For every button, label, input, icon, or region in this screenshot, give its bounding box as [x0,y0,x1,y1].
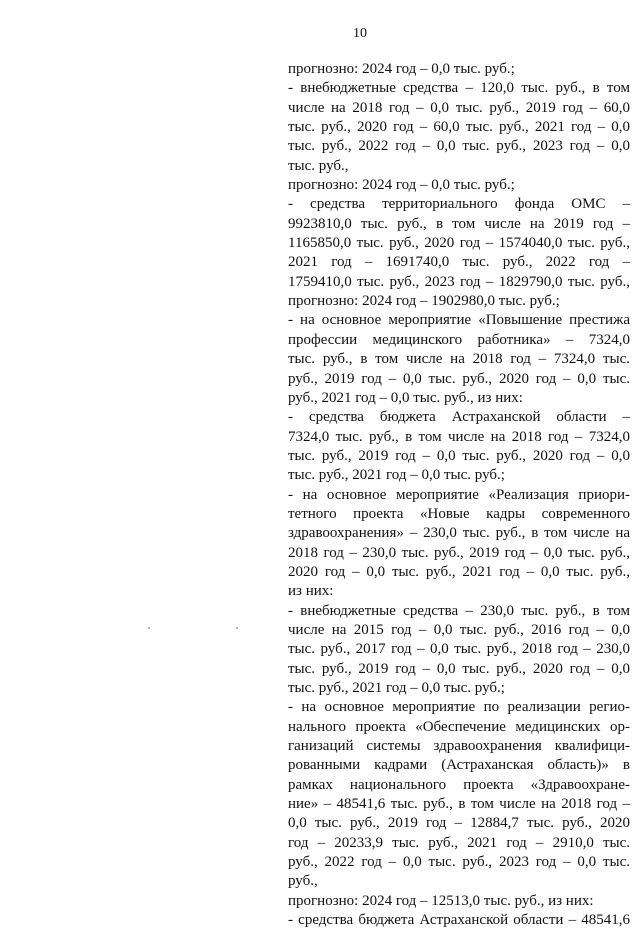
text-line: профессии медицинского работника» – 7324,0 [288,331,630,348]
text-line: - внебюджетные средства – 120,0 тыс. руб., в том [288,80,630,97]
text-line: тыс. руб., в том числе на 2018 год – 7324,0 тыс. [288,351,630,368]
text-line: ганизаций системы здравоохранения квалифици- [288,738,630,755]
text-line: здравоохранения» – 230,0 тыс. руб., в том числе на [288,525,630,542]
text-line: - средства бюджета Астраханской области – 48541,6 [288,912,630,929]
text-line: 2018 год – 230,0 тыс. руб., 2019 год – 0,0 тыс. руб., [288,544,630,561]
text-line: прогнозно: 2024 год – 1902980,0 тыс. руб.; [288,293,560,310]
text-line: тыс. руб., 2021 год – 0,0 тыс. руб.; [288,680,505,696]
text-line: 7324,0 тыс. руб., в том числе на 2018 год – 7324,0 [288,428,630,445]
text-line: 1165850,0 тыс. руб., 2020 год – 1574040,0 тыс. руб., [288,235,630,252]
text-line: 2021 год – 1691740,0 тыс. руб., 2022 год – [288,254,630,271]
text-line: тыс. руб., 2019 год – 0,0 тыс. руб., 2020 год – 0,0 [288,660,630,677]
text-line: тыс. руб., 2019 год – 0,0 тыс. руб., 2020 год – 0,0 [288,447,630,464]
text-line: 2020 год – 0,0 тыс. руб., 2021 год – 0,0 тыс. руб., [288,563,630,580]
text-line: руб., 2022 год – 0,0 тыс. руб., 2023 год – 0,0 тыс. [288,854,630,871]
text-line: тетного проекта «Новые кадры современного [288,505,630,522]
text-line: - на основное мероприятие по реализации регио- [288,699,630,716]
text-line: руб., [288,873,318,890]
text-line: - внебюджетные средства – 230,0 тыс. руб., в том [288,602,630,619]
scan-artifact [236,627,238,629]
text-line: 0,0 тыс. руб., 2019 год – 12884,7 тыс. руб., 2020 [288,815,630,832]
text-line: прогнозно: 2024 год – 0,0 тыс. руб.; [288,61,515,77]
text-line: - на основное мероприятие «Повышение престижа [288,312,630,329]
text-line: прогнозно: 2024 год – 0,0 тыс. руб.; [288,177,515,194]
text-line: год – 20233,9 тыс. руб., 2021 год – 2910,0 тыс. [288,834,630,851]
text-line: 1759410,0 тыс. руб., 2023 год – 1829790,0 тыс. руб., [288,273,630,290]
page-number: 10 [353,26,367,41]
text-line: тыс. руб., [288,157,349,174]
text-line: 9923810,0 тыс. руб., в том числе на 2019 год – [288,215,630,232]
text-line: тыс. руб., 2022 год – 0,0 тыс. руб., 2023 год – 0,0 [288,138,630,155]
text-column [288,60,630,930]
text-line: - средства бюджета Астраханской области – [288,409,630,426]
text-line: числе на 2015 год – 0,0 тыс. руб., 2016 год – 0,0 [288,621,630,638]
text-line: прогнозно: 2024 год – 12513,0 тыс. руб., из них: [288,892,594,909]
text-line: ние» – 48541,6 тыс. руб., в том числе на 2018 год – [288,796,630,813]
text-line: - на основное мероприятие «Реализация приори- [288,486,630,503]
text-line: руб., 2021 год – 0,0 тыс. руб., из них: [288,389,523,406]
text-line: - средства территориального фонда ОМС – [288,196,630,213]
text-line: числе на 2018 год – 0,0 тыс. руб., 2019 год – 60,0 [288,99,630,116]
text-line: рованными кадрами (Астраханская область)» в [288,757,630,774]
text-line: тыс. руб., 2017 год – 0,0 тыс. руб., 2018 год – 230,0 [288,641,630,658]
text-line: тыс. руб., 2021 год – 0,0 тыс. руб.; [288,467,505,484]
text-line: рамках национального проекта «Здравоохране- [288,776,630,793]
text-line: тыс. руб., 2020 год – 60,0 тыс. руб., 2021 год – 0,0 [288,119,630,136]
scan-artifact [148,627,150,629]
text-line: из них: [288,583,334,600]
text-line: нального проекта «Обеспечение медицинских ор- [288,718,630,735]
text-line: руб., 2019 год – 0,0 тыс. руб., 2020 год – 0,0 тыс. [288,370,630,387]
